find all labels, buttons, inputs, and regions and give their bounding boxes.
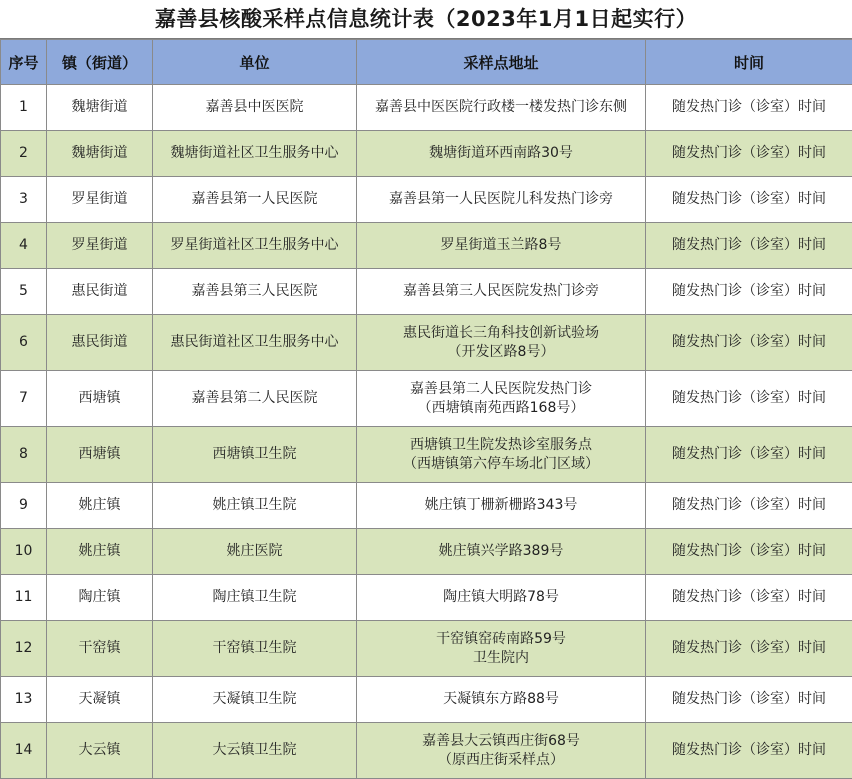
cell-no: 13 (1, 677, 47, 723)
address-line: 惠民街道长三角科技创新试验场 (359, 324, 643, 343)
cell-time: 随发热门诊（诊室）时间 (646, 85, 852, 131)
address-line: （西塘镇南苑西路168号） (359, 399, 643, 418)
address-line: 姚庄镇丁栅新栅路343号 (359, 496, 643, 515)
table-row (1, 223, 852, 269)
cell-town: 陶庄镇 (47, 575, 153, 621)
cell-no: 12 (1, 621, 47, 677)
cell-address (357, 575, 646, 621)
address-line: 嘉善县大云镇西庄街68号 (359, 732, 643, 751)
table-row (1, 269, 852, 315)
address-line: 嘉善县第三人民医院发热门诊旁 (359, 282, 643, 301)
cell-unit: 魏塘街道社区卫生服务中心 (153, 131, 357, 177)
cell-address (357, 131, 646, 177)
cell-town: 姚庄镇 (47, 483, 153, 529)
cell-unit: 陶庄镇卫生院 (153, 575, 357, 621)
cell-address (357, 621, 646, 677)
cell-unit: 嘉善县中医医院 (153, 85, 357, 131)
table-body (1, 85, 852, 779)
cell-town: 魏塘街道 (47, 85, 153, 131)
table-row (1, 677, 852, 723)
header-no: 序号 (1, 40, 47, 85)
cell-time: 随发热门诊（诊室）时间 (646, 371, 852, 427)
cell-town: 天凝镇 (47, 677, 153, 723)
cell-unit: 大云镇卫生院 (153, 723, 357, 779)
cell-address (357, 85, 646, 131)
cell-town: 干窑镇 (47, 621, 153, 677)
header-town: 镇（街道） (47, 40, 153, 85)
cell-time: 随发热门诊（诊室）时间 (646, 223, 852, 269)
address-line: 天凝镇东方路88号 (359, 690, 643, 709)
cell-unit: 罗星街道社区卫生服务中心 (153, 223, 357, 269)
cell-no: 1 (1, 85, 47, 131)
cell-unit: 姚庄医院 (153, 529, 357, 575)
cell-address (357, 427, 646, 483)
header-time: 时间 (646, 40, 852, 85)
table-row (1, 483, 852, 529)
table-row (1, 427, 852, 483)
cell-no: 4 (1, 223, 47, 269)
sampling-sites-table (0, 39, 852, 779)
cell-time: 随发热门诊（诊室）时间 (646, 575, 852, 621)
cell-time: 随发热门诊（诊室）时间 (646, 427, 852, 483)
cell-time: 随发热门诊（诊室）时间 (646, 483, 852, 529)
cell-unit: 姚庄镇卫生院 (153, 483, 357, 529)
cell-time: 随发热门诊（诊室）时间 (646, 529, 852, 575)
table-title: 嘉善县核酸采样点信息统计表（2023年1月1日起实行） (0, 0, 852, 39)
cell-town: 魏塘街道 (47, 131, 153, 177)
address-line: 嘉善县中医医院行政楼一楼发热门诊东侧 (359, 98, 643, 117)
address-line: （开发区路8号） (359, 343, 643, 362)
address-line: 嘉善县第一人民医院儿科发热门诊旁 (359, 190, 643, 209)
cell-no: 7 (1, 371, 47, 427)
cell-town: 姚庄镇 (47, 529, 153, 575)
address-line: 卫生院内 (359, 649, 643, 668)
header-row (1, 40, 852, 85)
table-row (1, 131, 852, 177)
cell-unit: 西塘镇卫生院 (153, 427, 357, 483)
cell-time: 随发热门诊（诊室）时间 (646, 677, 852, 723)
cell-address (357, 315, 646, 371)
cell-unit: 惠民街道社区卫生服务中心 (153, 315, 357, 371)
cell-address (357, 177, 646, 223)
address-line: （原西庄街采样点） (359, 751, 643, 770)
cell-no: 9 (1, 483, 47, 529)
address-line: 陶庄镇大明路78号 (359, 588, 643, 607)
address-line: 魏塘街道环西南路30号 (359, 144, 643, 163)
cell-address (357, 223, 646, 269)
cell-address (357, 677, 646, 723)
cell-unit: 嘉善县第二人民医院 (153, 371, 357, 427)
cell-no: 8 (1, 427, 47, 483)
header-unit: 单位 (153, 40, 357, 85)
address-line: 姚庄镇兴学路389号 (359, 542, 643, 561)
cell-time: 随发热门诊（诊室）时间 (646, 269, 852, 315)
cell-no: 10 (1, 529, 47, 575)
cell-unit: 嘉善县第三人民医院 (153, 269, 357, 315)
table-row (1, 371, 852, 427)
header-address: 采样点地址 (357, 40, 646, 85)
cell-town: 西塘镇 (47, 371, 153, 427)
address-line: 罗星街道玉兰路8号 (359, 236, 643, 255)
cell-no: 11 (1, 575, 47, 621)
cell-address (357, 371, 646, 427)
cell-no: 6 (1, 315, 47, 371)
cell-address (357, 723, 646, 779)
cell-address (357, 529, 646, 575)
cell-no: 3 (1, 177, 47, 223)
cell-town: 罗星街道 (47, 223, 153, 269)
cell-address (357, 269, 646, 315)
address-line: 嘉善县第二人民医院发热门诊 (359, 380, 643, 399)
cell-town: 西塘镇 (47, 427, 153, 483)
cell-unit: 天凝镇卫生院 (153, 677, 357, 723)
cell-time: 随发热门诊（诊室）时间 (646, 315, 852, 371)
cell-time: 随发热门诊（诊室）时间 (646, 131, 852, 177)
table-row (1, 621, 852, 677)
cell-time: 随发热门诊（诊室）时间 (646, 177, 852, 223)
table-row (1, 723, 852, 779)
address-line: 干窑镇窑砖南路59号 (359, 630, 643, 649)
cell-no: 5 (1, 269, 47, 315)
address-line: （西塘镇第六停车场北门区域） (359, 455, 643, 474)
cell-town: 罗星街道 (47, 177, 153, 223)
table-row (1, 85, 852, 131)
table-row (1, 177, 852, 223)
table-row (1, 529, 852, 575)
address-line: 西塘镇卫生院发热诊室服务点 (359, 436, 643, 455)
cell-town: 惠民街道 (47, 315, 153, 371)
cell-time: 随发热门诊（诊室）时间 (646, 621, 852, 677)
cell-no: 2 (1, 131, 47, 177)
cell-no: 14 (1, 723, 47, 779)
cell-time: 随发热门诊（诊室）时间 (646, 723, 852, 779)
cell-address (357, 483, 646, 529)
cell-town: 惠民街道 (47, 269, 153, 315)
cell-unit: 干窑镇卫生院 (153, 621, 357, 677)
cell-town: 大云镇 (47, 723, 153, 779)
table-row (1, 575, 852, 621)
table-row (1, 315, 852, 371)
cell-unit: 嘉善县第一人民医院 (153, 177, 357, 223)
